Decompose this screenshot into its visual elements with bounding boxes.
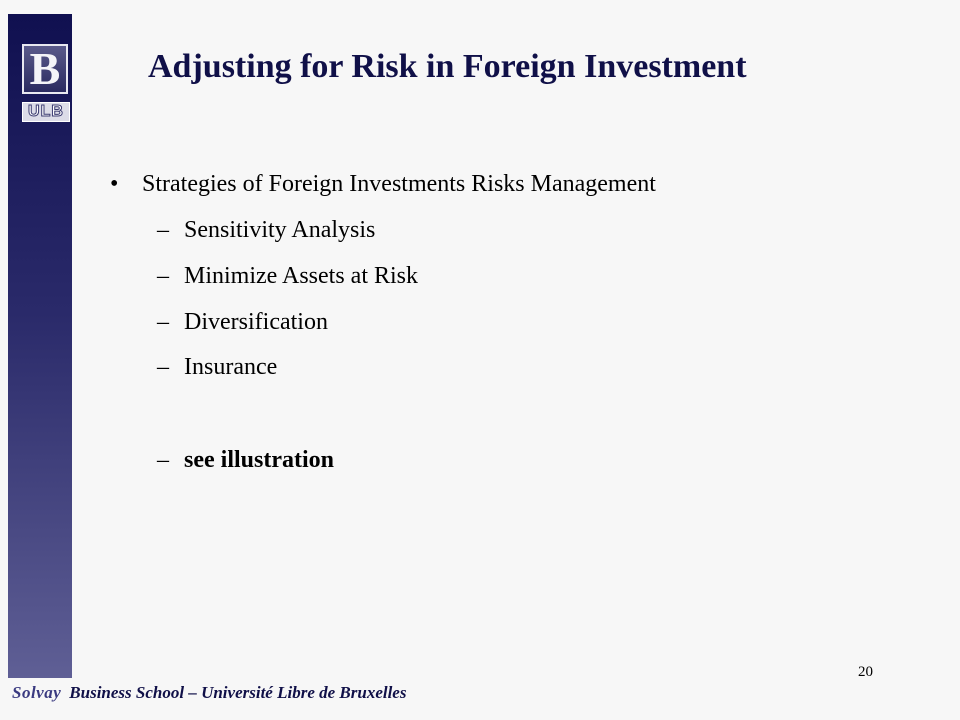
footer-text: Business School – Université Libre de Bruxelles [69,683,407,702]
list-item-text: Insurance [184,354,278,380]
list-item-text: see illustration [184,447,334,473]
list-item-text: Minimize Assets at Risk [184,263,418,289]
school-logo: B [22,44,68,94]
page-number: 20 [858,664,873,680]
slide-title: Adjusting for Risk in Foreign Investment [148,48,747,85]
footer-brand: Solvay [12,683,62,702]
main-bullet [110,171,656,198]
sidebar-band [8,14,72,678]
dash-icon: – [157,217,169,243]
dash-icon: – [157,309,169,335]
bullet-dot-icon: • [110,171,119,197]
main-bullet-text: Strategies of Foreign Investments Risks Management [142,171,656,197]
list-item-text: Diversification [184,309,328,335]
dash-icon: – [157,447,169,473]
list-item [157,447,334,474]
list-item [157,354,277,381]
list-item [157,309,328,336]
ulb-badge: ULB [22,102,70,122]
list-item-text: Sensitivity Analysis [184,217,376,243]
footer [12,683,406,703]
dash-icon: – [157,354,169,380]
list-item [157,263,418,290]
list-item [157,217,375,244]
dash-icon: – [157,263,169,289]
